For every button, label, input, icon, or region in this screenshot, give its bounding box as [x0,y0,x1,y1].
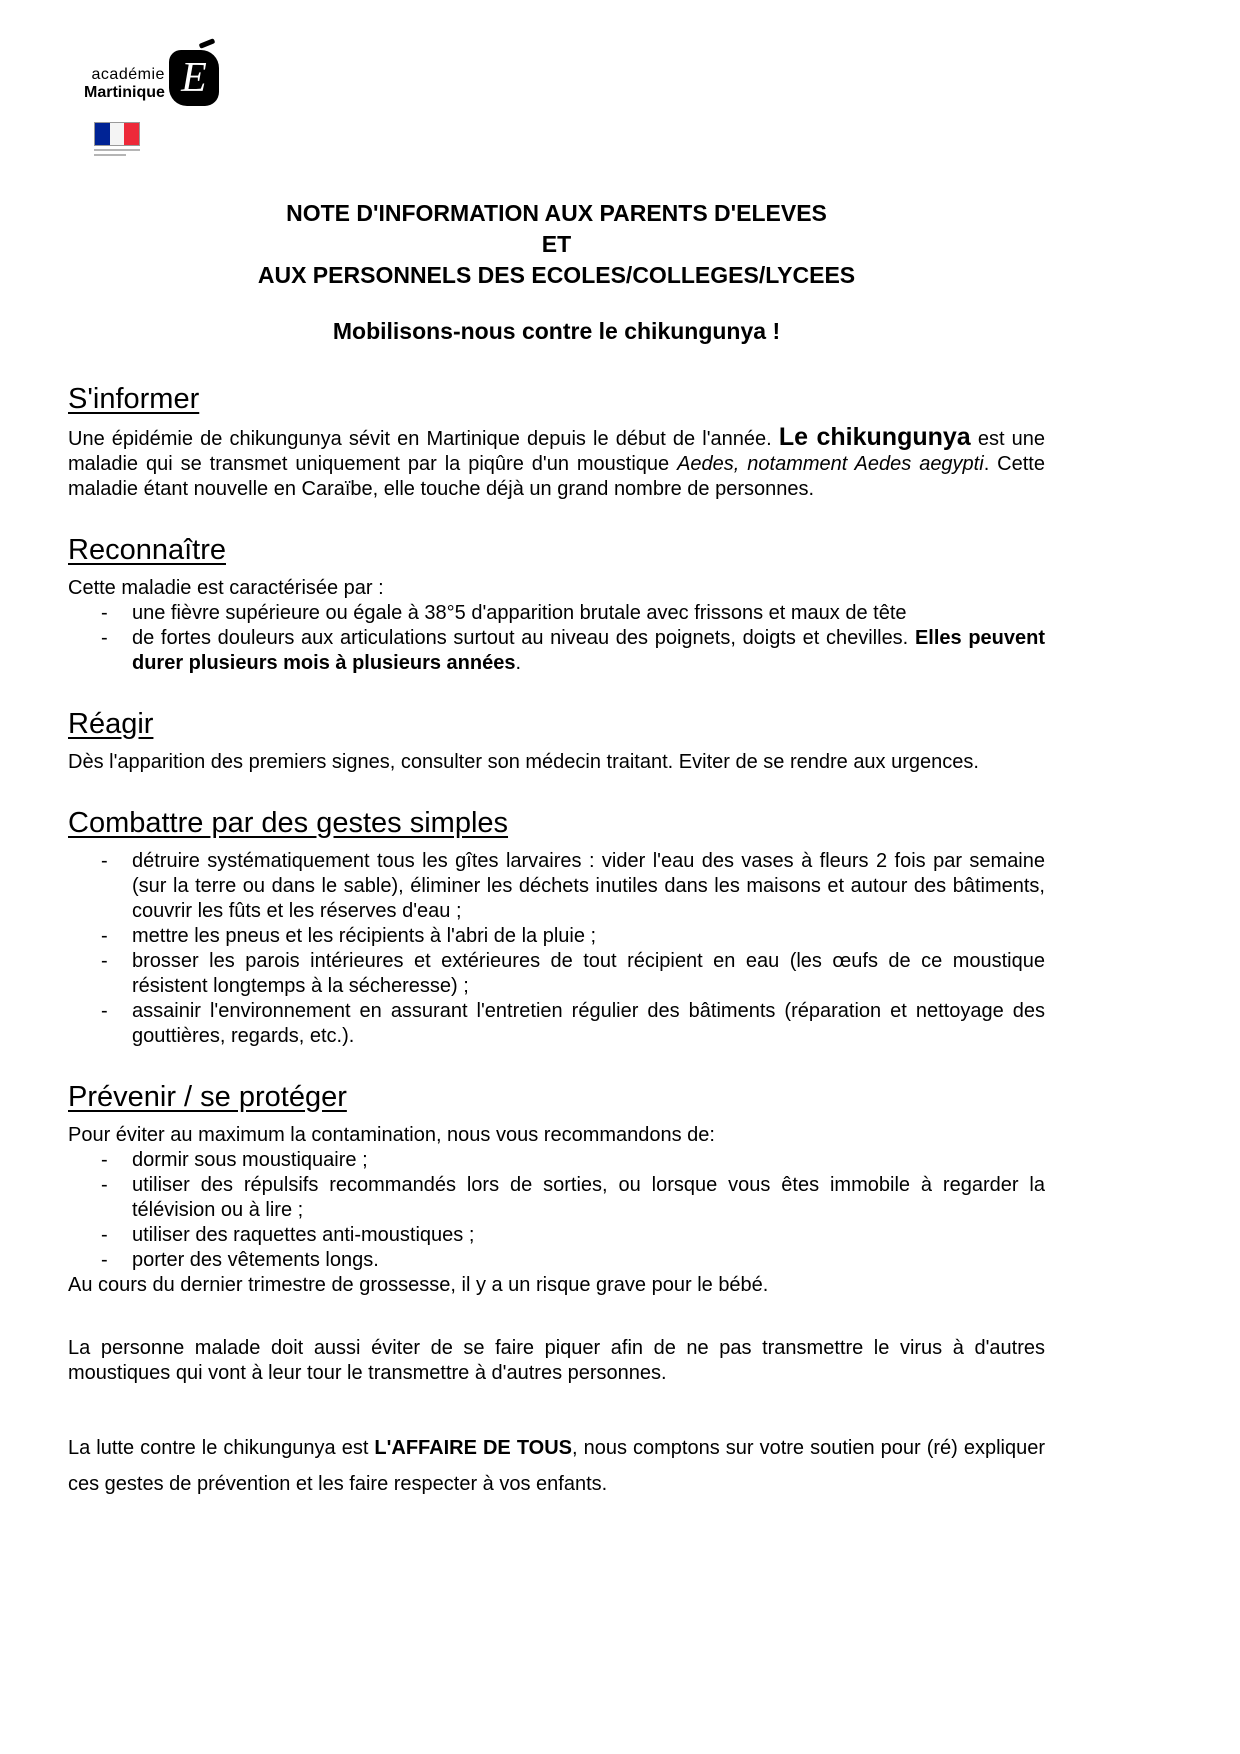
bullet-dash: - [101,1149,108,1171]
bullet-text: dormir sous moustiquaire ; [132,1149,368,1171]
flag-caption-line [94,149,140,151]
bullet-dash: - [101,925,108,947]
text-run-bold: Le chikungunya [778,423,971,451]
text-run-italic: Aedes, notamment Aedes aegypti [677,453,984,475]
bullet-text: utiliser des répulsifs recommandés lors de sorties, ou lorsque vous êtes immobile à regarder la télévision ou à lire ; [132,1174,1045,1221]
list-item [68,849,1045,924]
text-run: . Cette maladie étant nouvelle en Caraïbe, elle touche déjà un grand nombre de personnes. [68,453,1045,500]
text-run: . [515,652,522,674]
document-subtitle: Mobilisons-nous contre le chikungunya ! [332,318,781,344]
academie-logo-line1: académie [91,66,165,83]
document-content [68,198,1045,1502]
section-heading-prevenir: Prévenir / se protéger [68,1081,347,1113]
bullet-text: une fièvre supérieure ou égale à 38°5 d'apparition brutale avec frissons et maux de tête [132,602,907,624]
text-run: est une maladie qui se transmet uniquement par la piqûre d'un moustique [68,428,1045,475]
academie-martinique-logo [84,56,1240,156]
bullet-dash: - [101,627,108,649]
list-item [68,924,1045,949]
text-run-bold: Elles peuvent durer plusieurs mois à plusieurs années [132,627,1046,674]
flag-caption-line [94,154,126,156]
document-title [68,198,1045,291]
bullet-dash: - [101,602,108,624]
section-reconnaitre [68,534,1045,676]
academie-logo-letter: E [181,55,207,101]
flag-stripe-white [110,123,125,145]
bullet-dash: - [101,1000,108,1022]
paragraph: Au cours du dernier trimestre de grossesse, il y a un risque grave pour le bébé. [68,1274,769,1296]
bullet-text: mettre les pneus et les récipients à l'abri de la pluie ; [132,925,597,947]
paragraph: Dès l'apparition des premiers signes, consulter son médecin traitant. Eviter de se rendre aux urgences. [68,751,979,773]
section-combattre [68,807,1045,1049]
bullet-text: détruire systématiquement tous les gîtes larvaires : vider l'eau des vases à fleurs 2 fois par semaine (sur la terre ou dans le sable), éliminer les déchets inutiles dans les maisons et autour des bâtiments, couvrir les fûts et les réserves d'eau ; [132,850,1045,922]
bullet-dash: - [101,1174,108,1196]
title-line-3: AUX PERSONNELS DES ECOLES/COLLEGES/LYCEES [257,262,856,288]
bullet-text: porter des vêtements longs. [132,1249,379,1271]
list-item [68,1148,1045,1173]
french-flag-icon [94,122,140,156]
flag-stripe-blue [95,123,110,145]
section-heading-sinformer: S'informer [68,383,200,415]
list-item [68,1248,1045,1273]
list-item [68,626,1045,676]
bullet-dash: - [101,1249,108,1271]
section-heading-combattre: Combattre par des gestes simples [68,807,509,839]
bullet-text [132,626,1045,676]
paragraph [68,425,1045,502]
section-sinformer [68,383,1045,502]
list-item [68,999,1045,1049]
list-item [68,949,1045,999]
paragraph: Pour éviter au maximum la contamination, nous vous recommandons de: [68,1124,715,1146]
bullet-text: brosser les parois intérieures et extérieures de tout récipient en eau (les œufs de ce moustique résistent longtemps à la sécheresse) ; [132,950,1045,997]
bullet-text: utiliser des raquettes anti-moustiques ; [132,1224,475,1246]
section-heading-reagir: Réagir [68,708,154,740]
academie-logo-text [84,56,165,102]
text-run: de fortes douleurs aux articulations surtout au niveau des poignets, doigts et chevilles. [132,627,915,649]
list-item [68,1173,1045,1223]
text-run: Une épidémie de chikungunya sévit en Martinique depuis le début de l'année. [68,428,779,450]
academie-logo-line2: Martinique [84,84,165,101]
list-item [68,601,1045,626]
bullet-dash: - [101,850,108,872]
bullet-text: assainir l'environnement en assurant l'entretien régulier des bâtiments (réparation et nettoyage des gouttières, regards, etc.). [132,1000,1045,1047]
flag-stripe-red [124,123,139,145]
paragraph-lutte [68,1430,1045,1502]
list-item [68,1223,1045,1248]
title-line-2: ET [541,231,572,257]
academie-logo-icon [169,50,219,106]
bullet-dash: - [101,950,108,972]
academie-logo-row [84,56,1240,106]
title-line-1: NOTE D'INFORMATION AUX PARENTS D'ELEVES [286,200,827,226]
paragraph-person-malade: La personne malade doit aussi éviter de se faire piquer afin de ne pas transmettre le virus à d'autres moustiques qui vont à leur tour le transmettre à d'autres personnes. [68,1337,1045,1384]
text-run-bold: L'AFFAIRE DE TOUS [374,1437,573,1459]
section-prevenir [68,1081,1045,1298]
french-flag-stripes [94,122,140,146]
text-run: , nous comptons sur votre soutien pour (ré) expliquer ces gestes de prévention et les faire respecter à vos enfants. [68,1437,1045,1495]
section-heading-reconnaitre: Reconnaître [68,534,226,566]
paragraph: Cette maladie est caractérisée par : [68,577,384,599]
text-run: La lutte contre le chikungunya est [68,1437,375,1459]
section-reagir [68,708,1045,775]
bullet-dash: - [101,1224,108,1246]
